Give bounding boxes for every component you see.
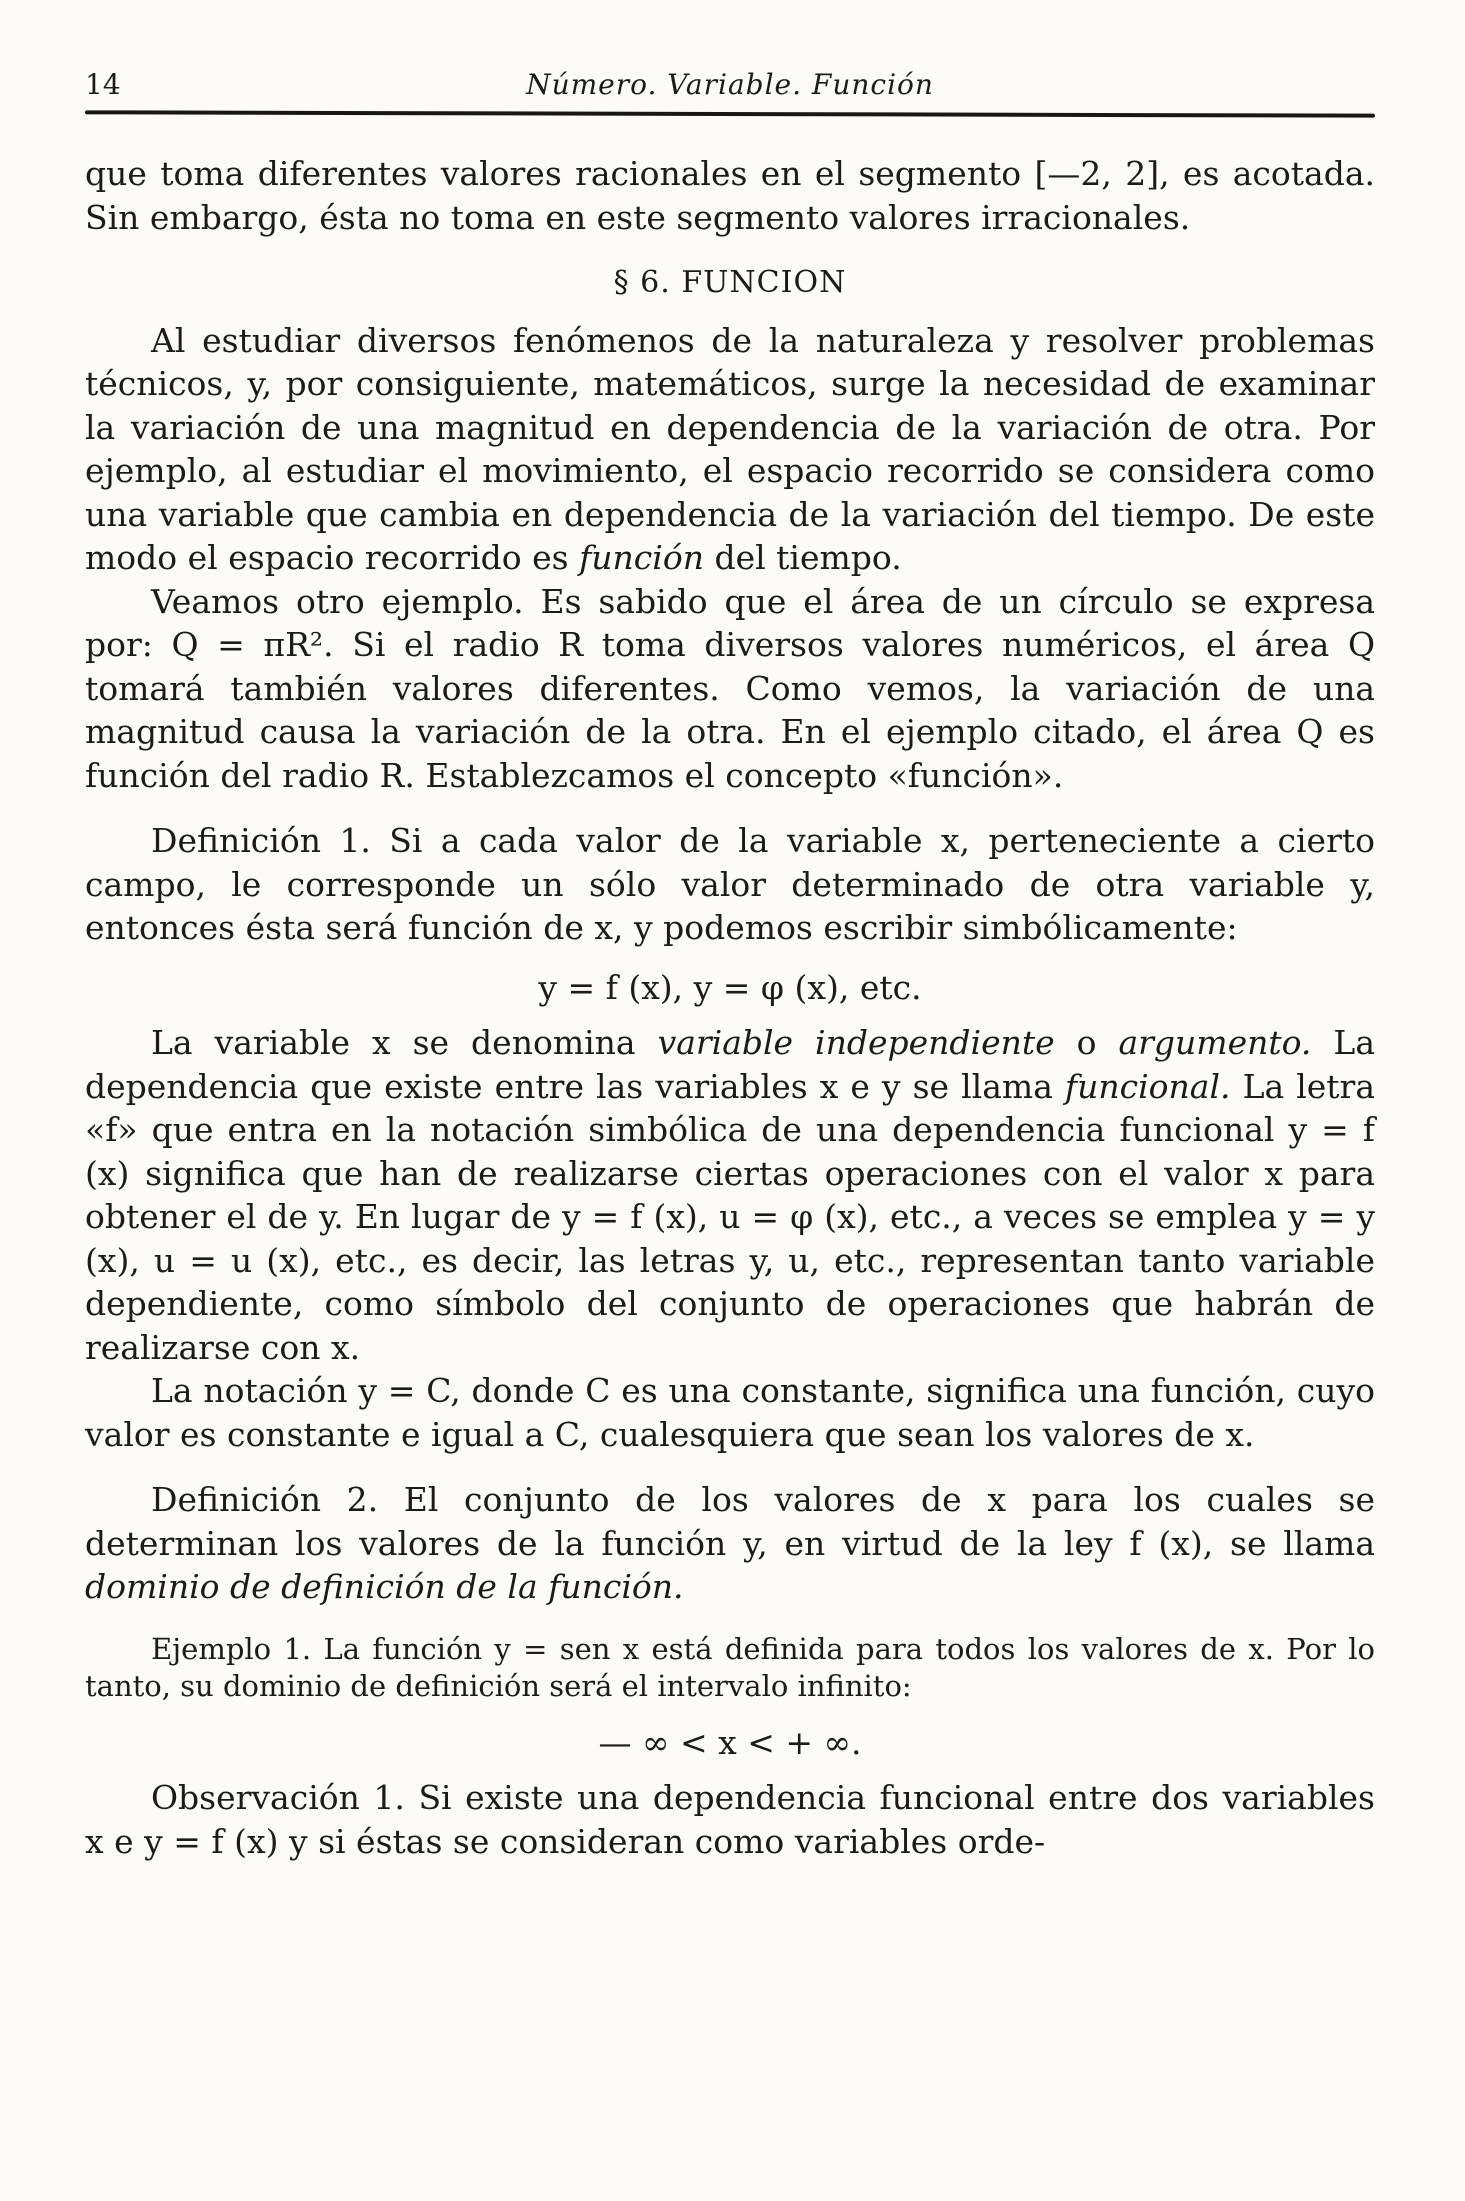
example-1: Ejemplo 1. La función y = sen x está definida para todos los valores de x. Por lo tanto, su dominio de definición será el intervalo infinito:	[85, 1631, 1375, 1703]
paragraph-intro	[85, 319, 1375, 580]
paragraph-variable-terms	[85, 1021, 1375, 1369]
definition-1: Definición 1. Si a cada valor de la variable x, perteneciente a cierto campo, le corresponde un sólo valor determinado de otra variable y, entonces ésta será función de x, y podemos escribir simbólicamente:	[85, 821, 1375, 947]
definition-2	[85, 1478, 1375, 1609]
page-number: 14	[85, 68, 121, 101]
running-title: Número. Variable. Función	[526, 68, 934, 101]
text-b: o	[1054, 1023, 1119, 1062]
header-rule	[85, 110, 1375, 117]
section-heading: § 6. FUNCION	[613, 265, 847, 300]
emphasis-domain: dominio de definición de la función.	[85, 1567, 684, 1606]
running-head	[85, 68, 1375, 108]
definition-2-text: Definición 2. El conjunto de los valores de x para los cuales se determinan los valores de la función y, en virtud de la ley f (x), se llama	[85, 1480, 1375, 1563]
observation-1: Observación 1. Si existe una dependencia funcional entre dos variables x e y = f (x) y si éstas se consideran como variables orde-	[85, 1778, 1375, 1861]
paragraph-continuation: que toma diferentes valores racionales en el segmento [—2, 2], es acotada. Sin embargo, ésta no toma en este segmento valores irracionales.	[85, 154, 1375, 237]
emphasis-independent-variable: variable independiente	[657, 1023, 1055, 1062]
text-a: La variable x se denomina	[151, 1023, 658, 1062]
text-c: La dependencia que existe entre las variables x e y se llama	[85, 1023, 1375, 1106]
emphasis-argument: argumento.	[1118, 1023, 1312, 1062]
formula-infinite-interval: — ∞ < x < + ∞.	[598, 1722, 862, 1762]
paragraph-intro-end: del tiempo.	[703, 538, 902, 577]
paragraph-constant: La notación y = C, donde C es una constante, significa una función, cuyo valor es constante e igual a C, cualesquiera que sean los valores de x.	[85, 1371, 1375, 1454]
formula-function-notation: y = f (x), y = φ (x), etc.	[538, 967, 922, 1007]
text-d: La letra «f» que entra en la notación simbólica de una dependencia funcional y = f (x) significa que han de realizarse ciertas operaciones con el valor x para obtener el de y. En lugar de y = f (x), u = φ (x), etc., a veces se emplea y = y (x), u = u (x), etc., es decir, las letras y, u, etc., representan tanto variable dependiente, como símbolo del conjunto de operaciones que habrán de realizarse con x.	[85, 1066, 1375, 1367]
emphasis-functional: funcional.	[1064, 1066, 1231, 1106]
page-body	[85, 152, 1375, 1863]
paragraph-circle-example: Veamos otro ejemplo. Es sabido que el área de un círculo se expresa por: Q = πR². Si el radio R toma diversos valores numéricos, el área Q tomará también valores diferentes. Como vemos, la variación de una magnitud causa la variación de la otra. En el ejemplo citado, el área Q es función del radio R. Establezcamos el concepto «función».	[85, 581, 1375, 795]
emphasis-funcion: función	[579, 538, 704, 577]
paragraph-intro-text: Al estudiar diversos fenómenos de la naturaleza y resolver problemas técnicos, y, por consiguiente, matemáticos, surge la necesidad de examinar la variación de una magnitud en dependencia de la variación de otra. Por ejemplo, al estudiar el movimiento, el espacio recorrido se considera como una variable que cambia en dependencia de la variación del tiempo. De este modo el espacio recorrido es	[85, 320, 1375, 577]
